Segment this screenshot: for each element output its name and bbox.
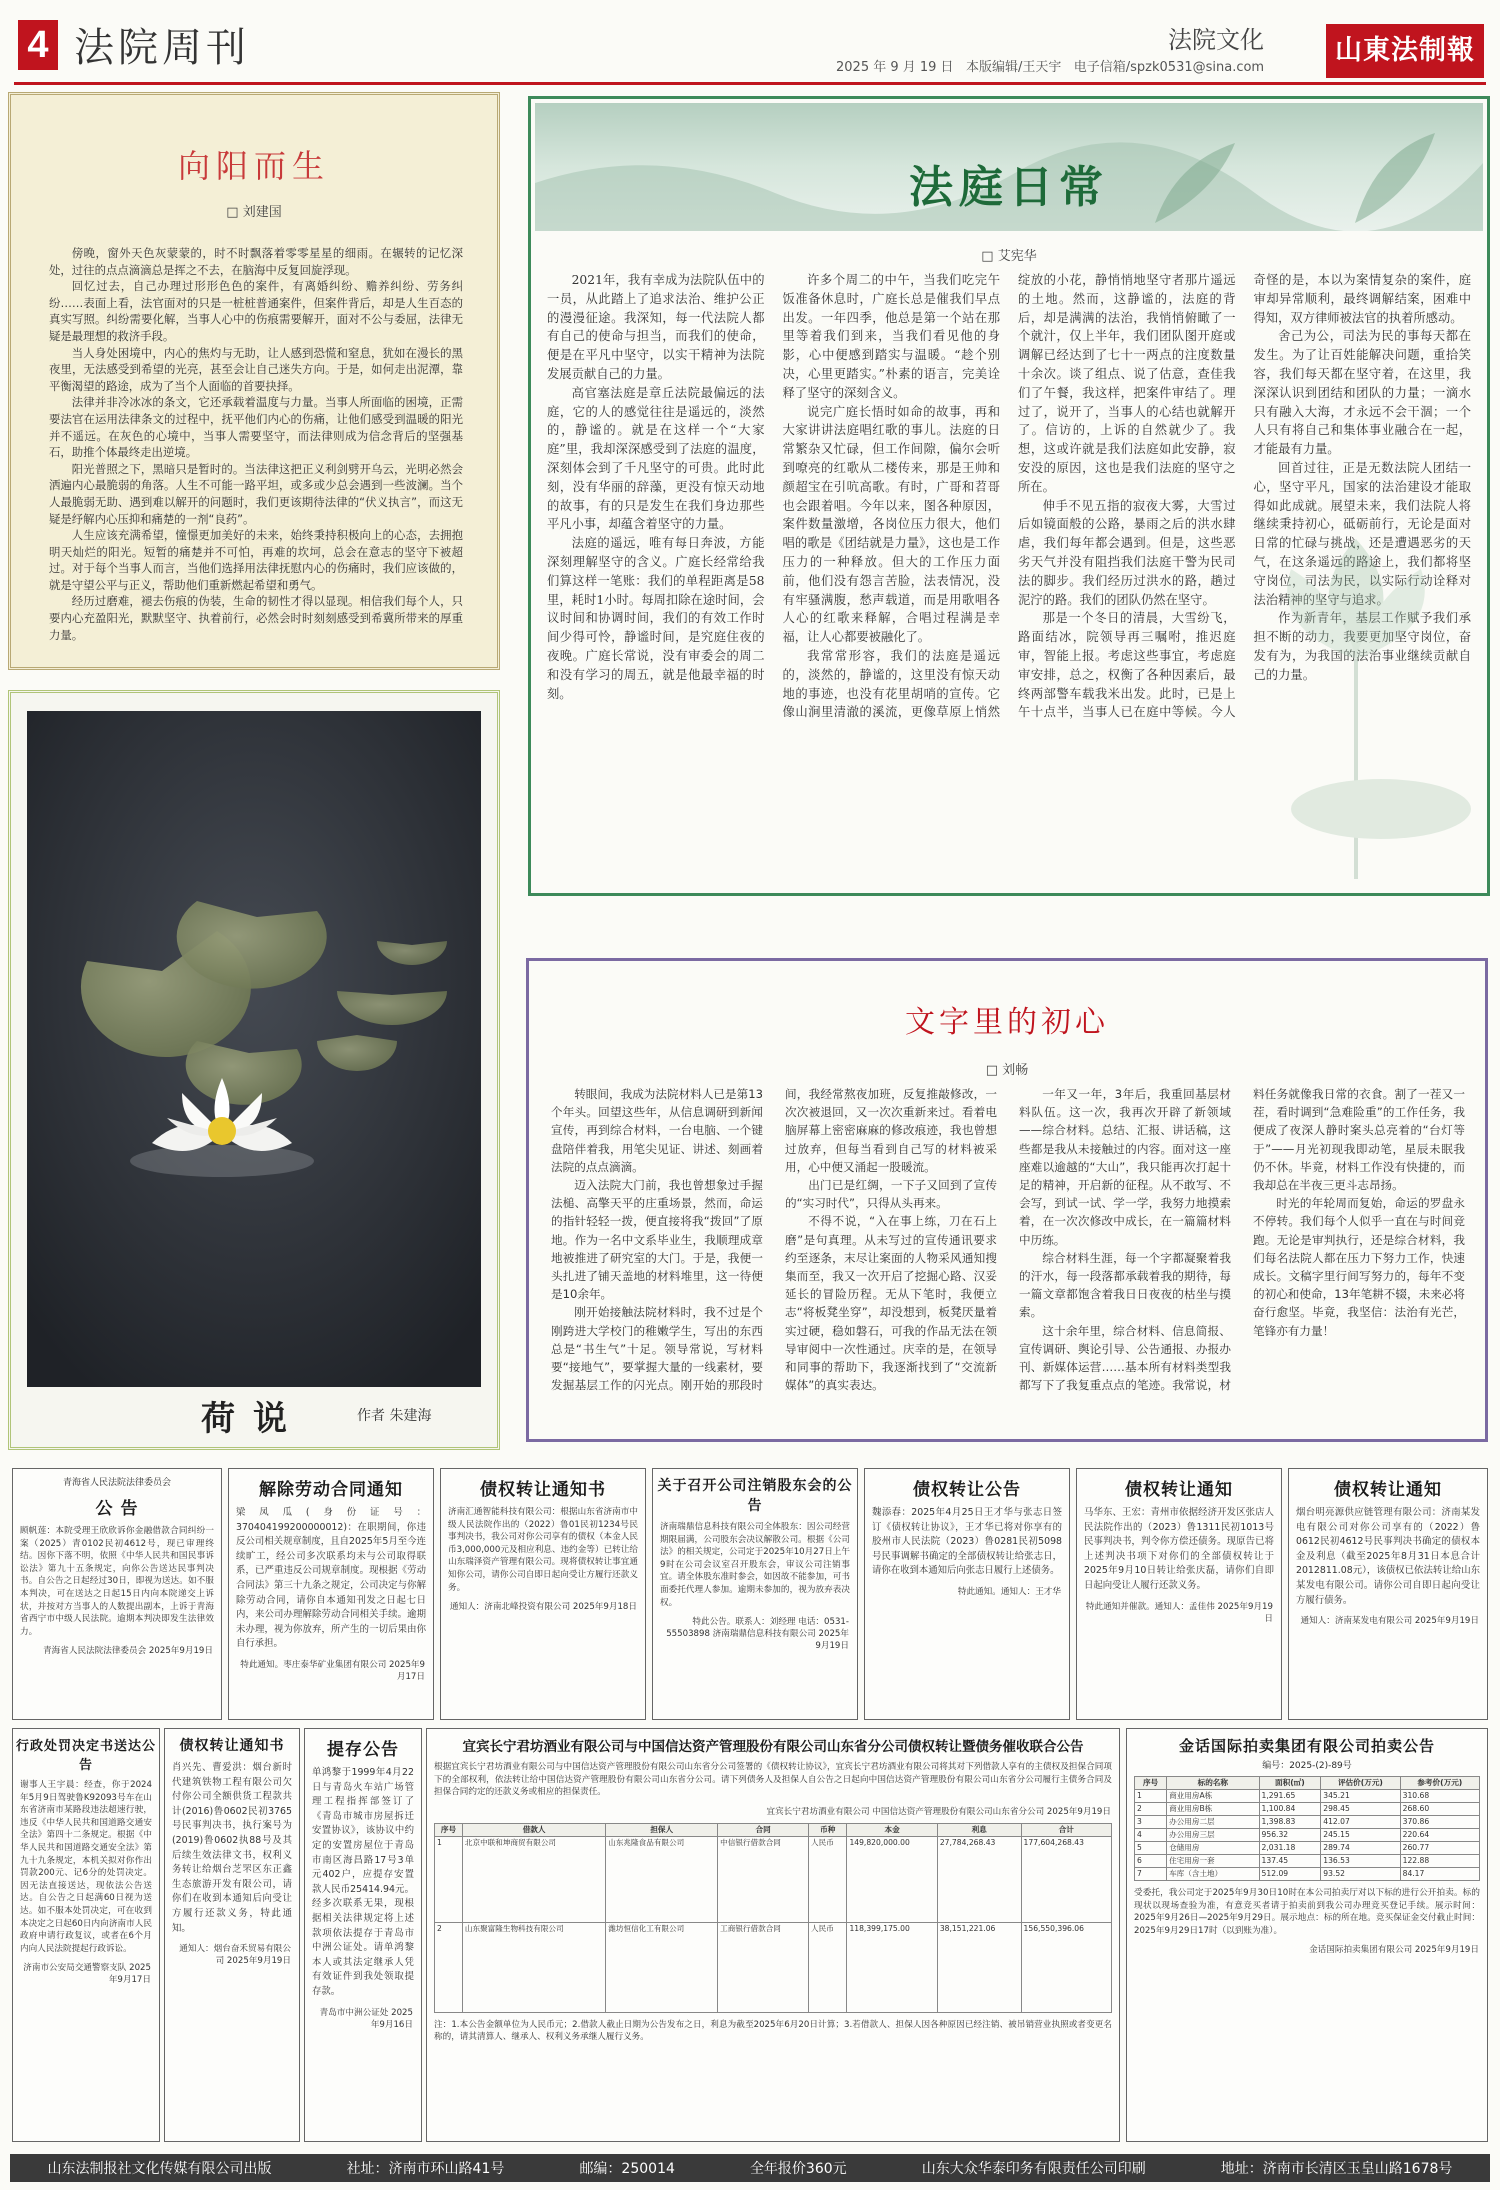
notice-debt-transfer-4 <box>1288 1468 1488 1720</box>
table-header: 本金 <box>847 1823 937 1836</box>
footer-postcode: 邮编：250014 <box>579 2161 675 2177</box>
paragraph: 一年又一年，3年后，我重回基层材料队伍。这一次，我再次开辟了新领域——综合材料。总结、汇报、讲话稿，这些都是我从未接触过的内容。面对这一座座难以逾越的“大山”，我只能再次打起十足的精神，开启新的征程。从不敢写、不会写，到试一试、学一学，我努力地摸索着，在一次次修改中成长，在一篇篇材料中历练。 <box>1019 1087 1231 1247</box>
table-header-row <box>435 1823 1112 1836</box>
notice-body: 顾帆莲：本院受理王欣欣诉你金融借款合同纠纷一案（2025）青0102民初4612号，现已审理终结。因你下落不明，依照《中华人民共和国民事诉讼法》第九十五条规定，向你公告送达民事判决书。自公告之日起经过30日，即视为送达。如不服本判决，可在送达之日起15日内向本院递交上诉状，并按对方当事人的人数提出副本，上诉于青海省西宁市中级人民法院。逾期本判决即发生法律效力。 <box>20 1526 214 1637</box>
paragraph: 人生应该充满希望，憧憬更加美好的未来，始终秉持积极向上的心态，去拥抱明天灿烂的阳光。短暂的痛楚并不可怕，再难的坎坷，总会在意志的坚守下被超过。对于每个当事人而言，当他们选择用法律抚慰内心的伤痛时，我们应该做的，就是守望公平与正义，帮助他们重新燃起希望和勇气。 <box>49 528 463 592</box>
paragraph: 法庭的遥远，唯有每日奔波，方能深刻理解坚守的含义。广庭长经常给我们算这样一笔账：我们的单程距离是58里，耗时1小时。每周扣除在途时间，会议时间和协调时间，我们的有效工作时间少得可怜，静谧时间，是究庭住夜的夜晚。广庭长常说，没有审委会的周二和没有学习的周五，就是他最幸福的时刻。 <box>547 536 765 701</box>
table-row <box>1135 1803 1480 1816</box>
table-cell: 2 <box>1135 1803 1167 1816</box>
table-cell: 工商银行借款合同 <box>718 1922 809 2012</box>
notice-title: 债权转让通知 <box>1334 1480 1442 1500</box>
notice-body: 梁凤瓜(身份证号：370404199200000012)：在职期间，你违反公司相关规章制度，且自2025年5月至今连续旷工，经公司多次联系均未与公司取得联系，已严重违反公司规章制度。现根据《劳动合同法》第三十九条之规定，公司决定与你解除劳动合同，请你自本通知刊发之日起七日内，来公司办理解除劳动合同相关手续。逾期未办理，视为你放弃，所产生的一切后果由你自行承担。 <box>236 1507 426 1650</box>
notice-footnote: 注：1.本公告金额单位为人民币元；2.借款人截止日期为公告发布之日，利息为截至2025年6月20日计算；3.若借款人、担保人因各种原因已经注销、被吊销营业执照或者变更名称的，请其清算人、继承人、权利义务承继人履行义务。 <box>434 2019 1112 2043</box>
table-cell: 177,604,268.43 <box>1021 1836 1111 1922</box>
article-title: 法庭日常 <box>909 162 1109 213</box>
paragraph: 回忆过去，自己办理过形形色色的案件，有离婚纠纷、赡养纠纷、劳务纠纷……表面上看，法官面对的只是一桩桩普通案件，但案件背后，却是人生百态的真实写照。纠纷需要化解，当事人心中的伤痕需要解开，面对不公与委屈，法律无疑是最理想的救济手段。 <box>49 279 463 343</box>
table-cell: 118,399,175.00 <box>847 1922 937 2012</box>
auction-table-wrap <box>1134 1776 1480 1881</box>
table-cell: 268.60 <box>1400 1803 1479 1816</box>
table-cell: 5 <box>1135 1842 1167 1855</box>
table-header: 评估价(万元) <box>1321 1777 1400 1790</box>
article-title: 向阳而生 <box>177 147 330 185</box>
table-cell: 3 <box>1135 1816 1167 1829</box>
paragraph: 高官塞法庭是章丘法院最偏远的法庭，它的人的感觉往往是遥远的，淡然的，静谧的。就是在这样一个“大家庭”里，我却深深感受到了法庭的温度，深刻体会到了千凡坚守的可贵。此时此刻，没有华丽的辞藻，更没有惊天动地的故事，有的只是发生在我们身边那些平凡小事，却蕴含着坚守的力量。 <box>547 385 765 532</box>
table-cell: 370.86 <box>1400 1816 1479 1829</box>
paragraph: 回首过往，正是无数法院人团结一心，坚守平凡，国家的法治建设才能取得如此成就。展望未来，我们法院人将继续秉持初心，砥砺前行，无论是面对日常的忙碌与挑战，还是遭遇恶劣的天气，在这条遥远的路途上，我们都将坚守岗位，司法为民，以实际行动诠释对法治精神的坚守与追求。 <box>1253 460 1471 607</box>
notice-labor-contract <box>228 1468 434 1720</box>
footer-printer: 山东大众华泰印务有限责任公司印刷 <box>921 2161 1146 2177</box>
table-header: 币种 <box>809 1823 847 1836</box>
table-header: 合计 <box>1021 1823 1111 1836</box>
notice-body: 受委托，我公司定于2025年9月30日10时在本公司拍卖厅对以下标的进行公开拍卖。标的现状以现场查验为准，有意竞买者请于拍卖前到我公司办理竞买登记手续。展示时间：2025年9月26日—2025年9月29日。展示地点：标的所在地。竞买保证金交付截止时间：2025年9月29日17时（以到账为准）。 <box>1134 1888 1480 1936</box>
table-header: 担保人 <box>606 1823 718 1836</box>
lotus-illustration <box>27 711 481 1387</box>
notice-body: 根据宜宾长宁君坊酒业有限公司与中国信达资产管理股份有限公司山东省分公司签署的《债权转让协议》，宜宾长宁君坊酒业有限公司将其对下列借款人享有的主债权及担保合同项下的全部权利，依法转让给中国信达资产管理股份有限公司山东省分公司。请下列债务人及担保人自公告之日起向中国信达资产管理股份有限公司山东省分公司履行主债务合同及担保合同约定的还款义务或相应的担保责任。 <box>434 1762 1112 1798</box>
table-cell: 260.77 <box>1400 1842 1479 1855</box>
table-row <box>1135 1868 1480 1881</box>
paragraph: 出门已是红绸，一下子又回到了宣传的“实习时代”，只得从头再来。 <box>785 1178 997 1211</box>
notice-deposit <box>304 1728 422 2142</box>
notice-signature: 通知人：济南某发电有限公司 2025年9月19日 <box>1300 1616 1479 1627</box>
notice-body: 谢事人王宇晨：经查，你于2024年5月9日驾驶鲁K92093号车在山东省济南市某路段违法超速行驶，违反《中华人民共和国道路交通安全法》第四十二条规定。根据《中华人民共和国道路交通安全法》第九十九条规定，本机关拟对你作出罚款200元、记6分的处罚决定。因无法直接送达，现依法公告送达。自公告之日起满60日视为送达。如不服本处罚决定，可在收到本决定之日起60日内向济南市人民政府申请行政复议，或者在6个月内向人民法院提起行政诉讼。 <box>20 1780 152 1954</box>
notice-title: 提存公告 <box>327 1740 399 1760</box>
notice-signature: 金话国际拍卖集团有限公司 2025年9月19日 <box>1309 1945 1479 1956</box>
paragraph: 傍晚，窗外天色灰蒙蒙的，时不时飘落着零零星星的细雨。在辗转的记忆深处，过往的点点滴滴总是挥之不去，在脑海中反复回旋浮现。 <box>49 246 463 277</box>
notice-auction <box>1126 1728 1488 2142</box>
table-cell: 山东聚富隆生物科技有限公司 <box>462 1922 605 2012</box>
notice-body: 济南汇通智能科技有限公司：根据山东省济南市中级人民法院作出的（2022）鲁01民初1234号民事判决书，我公司对你公司享有的债权（本金人民币3,000,000元及相应利息、违约金等）已转让给山东瑞泽资产管理有限公司。现将债权转让事宜通知你公司，请你公司自即日起向受让方履行还款义务。 <box>448 1507 638 1593</box>
debt-table <box>434 1823 1112 2013</box>
paragraph: 我常常形容，我们的法庭是遥远的，淡然的，静谧的，这里没有惊天动地的事迹，也没有花里胡哨的宣传。它像山涧里清澈的溪流，更像草原上悄然绽放的小花，静悄悄地坚守者那片遥远的土地。然而，这静谧的，法庭的背后，却是满满的法治，我悄悄俯瞰了一个就汁，仅上半年，我们团队图开庭或调解已经达到了七十一两点的注度数量十余次。谈了组点、说了估意，查佳我们了午餐，我这样，把案件审结了。理过了，说开了，当事人的心结也就解开了。信访的，上诉的自然就少了。我想，这或许就是我们法庭如此安静，寂安没的原因，这也是我们法庭的坚守之所在。 <box>782 273 1236 720</box>
notice-signature: 特此通知并催款。通知人：孟佳伟 2025年9月19日 <box>1085 1601 1273 1624</box>
footer-publisher: 山东法制报社文化传媒有限公司出版 <box>47 2161 272 2177</box>
table-cell: 办公用房三层 <box>1167 1829 1259 1842</box>
notice-shareholder-meeting <box>652 1468 858 1720</box>
table-cell: 2,031.18 <box>1259 1842 1321 1855</box>
footer-printer-address: 地址：济南市长清区玉皇山路1678号 <box>1220 2161 1453 2177</box>
footer-address: 社址：济南市环山路41号 <box>346 2161 505 2177</box>
notice-signature: 宜宾长宁君坊酒业有限公司 中国信达资产管理股份有限公司山东省分公司 2025年9月19日 <box>766 1806 1111 1817</box>
table-cell: 220.64 <box>1400 1829 1479 1842</box>
table-header: 利息 <box>937 1823 1021 1836</box>
notice-title: 债权转让通知 <box>1125 1480 1233 1500</box>
page-number: 4 <box>18 20 58 70</box>
paragraph: 综合材料生涯，每一个字都凝聚着我的汗水，每一段落都承载着我的期待，每一篇文章都饱含着我日日夜夜的枯坐与摸索。 <box>1019 1250 1231 1320</box>
table-row <box>1135 1829 1480 1842</box>
article-body <box>547 271 1471 883</box>
paragraph: 不得不说，“入在事上练，刀在石上磨”是句真理。从未写过的宣传通讯要求约至逐条，末尽让案面的人物采风通知搜集而至，我又一次开启了挖掘心路、汉妥延长的冒险历程。无从下笔时，我便立志“将板凳坐穿”，却没想到，板凳厌量着实过硬，稳如磐石，可我的作品无法在领导审阅中一次性通过。庆幸的是，在领导和同事的帮助下，我逐渐找到了“交流新媒体”的真实表达。 <box>785 1214 997 1393</box>
article-author: □ 刘建国 <box>226 205 282 220</box>
table-cell: 7 <box>1135 1868 1167 1881</box>
notice-signature: 特此公告。联系人：刘经理 电话：0531-55503898 济南瑞鼎信息科技有限公司 2025年9月19日 <box>666 1617 849 1652</box>
notice-debt-transfer-3 <box>1076 1468 1282 1720</box>
photo-caption-author: 作者 朱建海 <box>357 1408 432 1424</box>
table-row <box>435 1836 1112 1922</box>
table-row <box>1135 1816 1480 1829</box>
notice-joint-debt-collection <box>426 1728 1120 2142</box>
lotus-photo <box>27 711 481 1387</box>
table-cell: 北京中联和坤商贸有限公司 <box>462 1836 605 1922</box>
paragraph: 时光的年轮周而复始，命运的罗盘永不停转。我们每个人似乎一直在与时间竞跑。无论是审判执行，还是综合材料，我们每名法院人都在压力下努力工作，快速成长。文稿字里行间写努力的，每年不变的初心和使命，13年笔耕不辍，未来必将奋行愈坚。毕竟，我坚信：法治有光芒，笔锋亦有力量！ <box>1253 1196 1465 1338</box>
table-cell: 人民币 <box>809 1922 847 2012</box>
notice-number: 编号：2025-(2)-89号 <box>1262 1761 1352 1771</box>
paragraph: 作为新青年，基层工作赋予我们承担不断的动力，我要更加坚守岗位，奋发有为，为我国的法治事业继续贡献自己的力量。 <box>1253 611 1471 682</box>
paragraph: 当人身处困境中，内心的焦灼与无助，让人感到恐慌和窒息，犹如在漫长的黑夜里，无法感受到希望的光亮，甚至会让自己迷失方向。于是，如何走出泥潭，靠平衡渴望的路途，成为了当个人面临的首要抉择。 <box>49 345 463 393</box>
paragraph: 2021年，我有幸成为法院队伍中的一员，从此踏上了追求法治、维护公正的漫漫征途。我深知，每一代法院人都有自己的使命与担当，而我们的使命，便是在平凡中坚守，以实干精神为法院发展贡献自己的力量。 <box>547 273 765 381</box>
table-cell: 1,398.83 <box>1259 1816 1321 1829</box>
table-cell: 办公用房二层 <box>1167 1816 1259 1829</box>
table-row <box>1135 1855 1480 1868</box>
table-cell: 298.45 <box>1321 1803 1400 1816</box>
notice-signature: 特此通知。通知人：王才华 <box>957 1586 1061 1597</box>
table-cell: 122.88 <box>1400 1855 1479 1868</box>
notice-body: 烟台明亮源供应链管理有限公司：济南某发电有限公司对你公司享有的（2022）鲁0612民初4612号民事判决书确定的债权本金及利息（截至2025年8月31日本息合计2012811.08元），该债权已依法转让给山东某发电有限公司。请你公司自即日起向受让方履行债务。 <box>1296 1507 1480 1606</box>
table-cell: 156,550,396.06 <box>1021 1922 1111 2012</box>
table-cell: 345.21 <box>1321 1790 1400 1803</box>
table-cell: 1,100.84 <box>1259 1803 1321 1816</box>
notice-signature: 通知人：烟台奋禾贸易有限公司 2025年9月19日 <box>179 1944 291 1967</box>
notice-title: 金话国际拍卖集团有限公司拍卖公告 <box>1178 1737 1435 1755</box>
table-cell: 车库（含土地） <box>1167 1868 1259 1881</box>
article-body <box>551 1085 1465 1435</box>
table-cell: 84.17 <box>1400 1868 1479 1881</box>
paragraph: 迈入法院大门前，我也曾想象过手握法槌、高擎天平的庄重场景，然而，命运的指针轻轻一拨，便直接将我“拨回”了原地。作为一名中文系毕业生，我顺理成章地被推进了研究室的大门。于是，我便一头扎进了铺天盖地的材料堆里，这一待便是10余年。 <box>551 1178 763 1302</box>
notice-court-announcement <box>12 1468 222 1720</box>
paragraph: 经历过磨难，褪去伤痕的伪装，生命的韧性才得以显现。相信我们每个人，只要内心充盈阳光，默默坚守、执着前行，必然会时时刻刻感受到希冀所带来的厚重力量。 <box>49 594 463 642</box>
table-cell: 136.53 <box>1321 1855 1400 1868</box>
table-row <box>1135 1790 1480 1803</box>
notice-title: 公 告 <box>95 1499 139 1519</box>
table-cell: 人民币 <box>809 1836 847 1922</box>
notice-body: 济南瑞鼎信息科技有限公司全体股东：因公司经营期限届满，公司股东会决议解散公司。根据《公司法》的相关规定，公司定于2025年10月27日上午9时在公司会议室召开股东会，审议公司注销事宜。请全体股东准时参会，如因故不能参加，可书面委托代理人参加。逾期未参加的，视为放弃表决权。 <box>660 1522 850 1608</box>
column-title: 法院文化 <box>1168 26 1264 54</box>
footer-price: 全年报价360元 <box>749 2161 847 2177</box>
paragraph: 法律并非冷冰冰的条文，它还承载着温度与力量。当事人所面临的困境，正需要法官在运用法律条文的过程中，抚平他们内心的伤痛，让他们感受到温暖的阳光并不遥远。在灰色的心境中，当事人需要坚守，而法律则成为信念背后的坚强基石，助推个体最终走出逆境。 <box>49 395 463 460</box>
article-author: □ 艾宪华 <box>981 249 1037 264</box>
table-header: 序号 <box>1135 1777 1167 1790</box>
table-cell: 仓储用房 <box>1167 1842 1259 1855</box>
page-footer <box>10 2154 1490 2182</box>
header-divider <box>14 82 1486 85</box>
notice-issuer: 青海省人民法院法律委员会 <box>62 1478 171 1488</box>
notice-body: 单鸿黎于1999年4月22日与青岛火车站广场管理工程指挥部签订了《青岛市城市房屋拆迁安置协议》，该协议中约定的安置房屋位于青岛市南区海昌路17号3单元402户，应提存安置款人民币25414.94元。经多次联系无果，现根据相关法律规定将上述款项依法提存于青岛市中洲公证处。请单鸿黎本人或其法定继承人凭有效证件到我处领取提存款。 <box>312 1767 414 1997</box>
notice-title: 宜宾长宁君坊酒业有限公司与中国信达资产管理股份有限公司山东省分公司债权转让暨债务催收联合公告 <box>462 1739 1084 1755</box>
table-cell: 潍坊恒信化工有限公司 <box>606 1922 718 2012</box>
notice-title: 解除劳动合同通知 <box>259 1480 403 1500</box>
table-cell: 住宅用房一套 <box>1167 1855 1259 1868</box>
table-cell: 山东兆隆食品有限公司 <box>606 1836 718 1922</box>
auction-table <box>1134 1776 1480 1881</box>
notice-admin-penalty <box>12 1728 160 2142</box>
notice-signature: 特此通知。枣庄泰华矿业集团有限公司 2025年9月17日 <box>240 1659 425 1682</box>
table-header: 借款人 <box>462 1823 605 1836</box>
table-cell: 149,820,000.00 <box>847 1836 937 1922</box>
table-row <box>435 1922 1112 2012</box>
notice-title: 债权转让通知书 <box>480 1480 606 1500</box>
editor: 本版编辑/王天宇 <box>965 60 1062 75</box>
paragraph: 阳光普照之下，黑暗只是暂时的。当法律这把正义利剑劈开乌云，光明必然会洒遍内心最脆弱的角落。人生不可能一路平坦，或多或少总会遇到一些波澜。当个人最脆弱无助、遇到难以解开的问题时，我们更该期待法律的“伏义执言”，而这无疑是纾解内心压抑和痛楚的一剂“良药”。 <box>49 461 463 526</box>
section-title: 法院周刊 <box>74 25 250 71</box>
table-cell: 38,151,221.06 <box>937 1922 1021 2012</box>
table-header: 参考价(万元) <box>1400 1777 1479 1790</box>
table-cell: 1,291.65 <box>1259 1790 1321 1803</box>
paragraph: 转眼间，我成为法院材料人已是第13个年头。回望这些年，从信息调研到新闻宣传，再到综合材料，一台电脑、一个键盘陪伴着我，用笔尖见证、讲述、刻画着法院的点点滴滴。 <box>551 1087 763 1174</box>
paragraph: 刚开始接触法院材料时，我不过是个刚跨进大学校门的稚嫩学生，写出的东西总是“书生气”十足。领导常说，写材料要“接地气”，要掌握大量的一线素材，要发掘基层工作的闪光点。刚开始的那段时间，我经常熬夜加班，反复推敲修改，一次次被退回，又一次次重新来过。看着电脑屏幕上密密麻麻的修改痕迹，我也曾想过放弃，但每当看到自己写的材料被采用，心中便又涌起一股暖流。 <box>551 1087 997 1393</box>
article-xiangyang <box>8 92 500 670</box>
table-cell: 4 <box>1135 1829 1167 1842</box>
paragraph: 这十余年里，综合材料、信息简报、宣传调研、舆论引导、公告通报、办报办刊、新媒体运营……基本所有材料类型我都写下了我复重点点的笔迹。我常说，材料任务就像我日常的衣食。割了一茬又一茬，看时调到“急难险重”的工作任务，我便成了夜深人静时案头总亮着的“台灯等于”——月光初现我即动笔，星辰未眠我仍不休。毕竟，材料工作没有快捷的，而我却总在半夜三更斗志昂扬。 <box>1019 1087 1465 1393</box>
paragraph: 舍己为公，司法为民的事每天都在发生。为了让百姓能解决问题，重拾笑容，我们每天都在坚守着，在这里，我深深认识到团结和团队的力量；一滴水只有融入大海，才永远不会干涸；一个人只有将自己和集体事业融合在一起，才能最有力量。 <box>1253 329 1471 457</box>
table-cell: 245.15 <box>1321 1829 1400 1842</box>
notice-body: 肖兴先、曹爱洪：烟台新时代建筑铁物工程有限公司欠付你公司全额供货工程款共计(2016)鲁0602民初3765号民事判决书，执行案号为(2019)鲁0602执88号及其后续生效法律文书，权利义务转让给烟台芝罘区东正鑫生态旅游开发有限公司，请你们在收到本通知后向受让方履行还款义务，特此通知。 <box>172 1762 292 1934</box>
photo-caption-title: 荷说 <box>201 1399 305 1439</box>
article-wenzi-chuxin <box>526 958 1488 1442</box>
article-author: □ 刘畅 <box>985 1063 1029 1078</box>
notice-debt-transfer-5 <box>164 1728 300 2142</box>
table-cell: 412.07 <box>1321 1816 1400 1829</box>
table-cell: 512.09 <box>1259 1868 1321 1881</box>
table-cell: 2 <box>435 1922 463 2012</box>
editor-email: 电子信箱/spzk0531@sina.com <box>1073 60 1265 75</box>
table-header: 面积(㎡) <box>1259 1777 1321 1790</box>
table-cell: 1 <box>435 1836 463 1922</box>
table-cell: 中信银行借款合同 <box>718 1836 809 1922</box>
notice-title: 行政处罚决定书送达公告 <box>15 1739 156 1773</box>
table-cell: 93.52 <box>1321 1868 1400 1881</box>
paragraph: 许多个周二的中午，当我们吃完午饭准备休息时，广庭长总是催我们早点出发。一年四季，他总是第一个站在那里等着我们到来，当我们看见他的身影，心中便感到踏实与温暖。“趁个别决，心里更踏实。”朴素的语言，完美诠释了坚守的深刻含义。 <box>782 273 1000 400</box>
notice-title: 债权转让公告 <box>913 1480 1021 1500</box>
table-cell: 310.68 <box>1400 1790 1479 1803</box>
table-cell: 956.32 <box>1259 1829 1321 1842</box>
notice-signature: 济南市公安局交通警察支队 2025年9月17日 <box>23 1963 151 1986</box>
table-cell: 137.45 <box>1259 1855 1321 1868</box>
issue-info <box>836 56 1264 75</box>
table-cell: 商业用房A栋 <box>1167 1790 1259 1803</box>
photo-lotus <box>8 690 500 1450</box>
table-cell: 商业用房B栋 <box>1167 1803 1259 1816</box>
article-body <box>49 245 463 665</box>
paragraph: 伸手不见五指的寂夜大雾，大雪过后如镜面般的公路，暴雨之后的洪水肆虐，我们每年都会遇到。但是，这些恶劣天气并没有阻挡我们法庭干警为民司法的脚步。我们经历过洪水的路，趟过泥泞的路。我们的团队仍然在坚守。 <box>1018 498 1236 607</box>
table-row <box>1135 1842 1480 1855</box>
issue-date: 2025 年 9 月 19 日 <box>836 60 954 75</box>
table-header: 序号 <box>435 1823 463 1836</box>
article-fating-richang <box>528 96 1490 896</box>
table-cell: 6 <box>1135 1855 1167 1868</box>
notice-body: 马华东、王宏：青州市依据经济开发区张店人民法院作出的（2023）鲁1311民初1013号民事判决书，判令你方偿还债务。现原告已将上述判决书项下对你们的全部债权转让于2025年9月10日转让给张庆磊，请你们自即日起向受让人履行还款义务。 <box>1084 1507 1274 1591</box>
notice-signature: 通知人：济南北峰投资有限公司 2025年9月18日 <box>449 1602 637 1613</box>
notice-signature: 青海省人民法院法律委员会 2025年9月19日 <box>43 1646 213 1657</box>
page-header <box>0 0 1500 86</box>
newspaper-logo: 山東法制報 <box>1326 24 1484 78</box>
notice-signature: 青岛市中洲公证处 2025年9月16日 <box>319 2007 413 2030</box>
paragraph: 说完广庭长悟时如命的故事，再和大家讲讲法庭唱红歌的事儿。法庭的日常繁杂又忙碌，但工作间隙，偏尔会听到嘹亮的红歌从二楼传来，那是王帅和颜超宝在引吭高歌。有时，广哥和苕哥也会跟着唱。今年以来，图各种原因，案件数量激增，各岗位压力很大，他们唱的歌是《团结就是力量》，这也是工作压力的一种释放。但大的工作压力面前，他们没有怨言苦脸，法表情况，没有牢骚满腹，愁声载道，而是用歌唱各人心的红歌来释解，合唱过程满是幸福，让人心都要被融化了。 <box>782 404 1000 645</box>
table-header: 标的名称 <box>1167 1777 1259 1790</box>
paragraph: 那是一个冬日的清晨，大雪纷飞，路面结冰，院领导再三嘱咐，推迟庭审，智能上报。考虑这些事宜，考虑庭审安排，总之，权衡了各种因素后，最终两部警车载我米出发。此时，已是上午十点半，当事人已在庭中等候。今人奇怪的是，本以为案情复杂的案件，庭审却异常顺利，最终调解结案，困难中得知，双方律师被法官的执着所感动。 <box>1018 273 1471 720</box>
notice-title: 关于召开公司注销股东会的公告 <box>657 1478 853 1514</box>
notice-body: 魏添春：2025年4月25日王才华与张志日签订《债权转让协议》，王才华已将对你享有的胶州市人民法院（2023）鲁0281民初5098号民事调解书确定的全部债权转让给张志日，请你在收到本通知后向张志日履行上述债务。 <box>872 1507 1062 1577</box>
notice-debt-transfer-1 <box>440 1468 646 1720</box>
table-cell: 1 <box>1135 1790 1167 1803</box>
notice-debt-transfer-2 <box>864 1468 1070 1720</box>
table-header-row <box>1135 1777 1480 1790</box>
notice-title: 债权转让通知书 <box>179 1738 285 1754</box>
debt-table-wrap <box>434 1823 1112 2013</box>
table-cell: 289.74 <box>1321 1842 1400 1855</box>
article-title: 文字里的初心 <box>905 1005 1109 1040</box>
table-header: 合同 <box>718 1823 809 1836</box>
table-cell: 27,784,268.43 <box>937 1836 1021 1922</box>
